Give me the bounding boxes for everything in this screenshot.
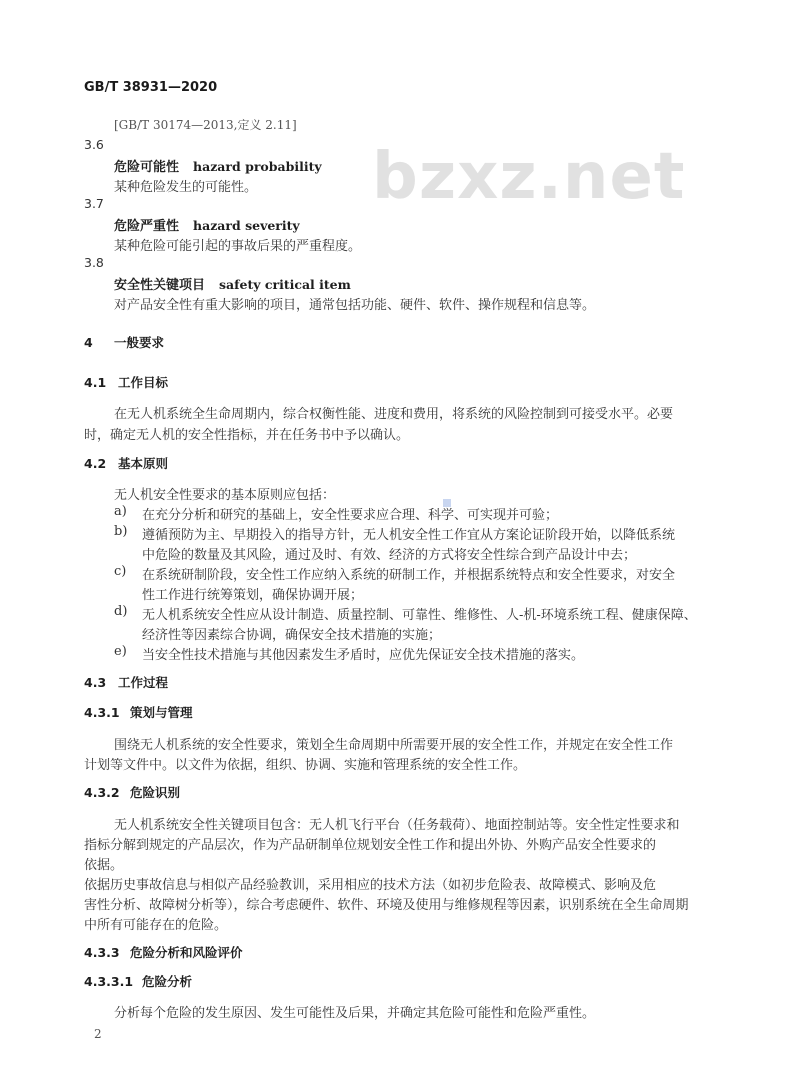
section-title: 策划与管理 xyxy=(130,705,193,720)
paragraph-line: 指标分解到规定的产品层次，作为产品研制单位规划安全性工作和提出外协、外购产品安全性要求的 xyxy=(84,838,657,853)
list-marker: b) xyxy=(114,524,128,539)
section-heading xyxy=(84,373,168,391)
list-item-line: 在系统研制阶段，安全性工作应纳入系统的研制工作，并根据系统特点和安全性要求，对安全 xyxy=(142,568,676,583)
term-number: 3.6 xyxy=(84,137,104,152)
paragraph-line: 计划等文件中。以文件为依据，组织、协调、实施和管理系统的安全性工作。 xyxy=(84,758,527,773)
term-definition: 某种危险发生的可能性。 xyxy=(114,180,258,195)
paragraph-line: 依据。 xyxy=(84,858,124,873)
paragraph-line: 无人机系统安全性关键项目包含：无人机飞行平台（任务载荷）、地面控制站等。安全性定性要求和 xyxy=(114,818,680,833)
list-item-line: 当安全性技术措施与其他因素发生矛盾时，应优先保证安全技术措施的落实。 xyxy=(142,648,585,663)
paragraph-line: 无人机安全性要求的基本原则应包括： xyxy=(114,488,336,503)
list-item-line: 性工作进行统筹策划，确保协调开展； xyxy=(142,588,364,603)
list-marker: a) xyxy=(114,504,127,519)
paragraph-line: 时，确定无人机的安全性指标，并在任务书中予以确认。 xyxy=(84,428,410,443)
section-number: 4.3.3 xyxy=(84,945,120,960)
section-heading xyxy=(84,703,193,721)
term-title xyxy=(114,215,300,234)
watermark-logo: bzxz.net xyxy=(372,140,686,214)
section-number: 4.3 xyxy=(84,675,107,690)
term-cn: 危险可能性 xyxy=(114,160,180,175)
list-marker: e) xyxy=(114,644,127,659)
term-en: hazard probability xyxy=(193,159,322,174)
section-title: 危险分析和风险评价 xyxy=(130,945,243,960)
paragraph-line: 中所有可能存在的危险。 xyxy=(84,918,228,933)
section-title: 工作过程 xyxy=(118,675,169,690)
section-heading xyxy=(84,972,192,990)
term-definition: 某种危险可能引起的事故后果的严重程度。 xyxy=(114,239,362,254)
section-number: 4 xyxy=(84,335,93,350)
list-marker: d) xyxy=(114,604,128,619)
section-number: 4.3.1 xyxy=(84,705,120,720)
section-title: 危险分析 xyxy=(142,974,193,989)
section-number: 4.2 xyxy=(84,456,107,471)
term-title xyxy=(114,156,322,175)
section-title: 危险识别 xyxy=(130,785,181,800)
paragraph-line: 依据历史事故信息与相似产品经验教训，采用相应的技术方法（如初步危险表、故障模式、影响及危 xyxy=(84,878,657,893)
reference-line: [GB/T 30174—2013,定义 2.11] xyxy=(114,118,297,132)
term-title xyxy=(114,274,351,293)
term-number: 3.7 xyxy=(84,196,104,211)
list-item-line: 遵循预防为主、早期投入的指导方针，无人机安全性工作宜从方案论证阶段开始，以降低系统 xyxy=(142,528,676,543)
term-cn: 安全性关键项目 xyxy=(114,278,206,293)
term-cn: 危险严重性 xyxy=(114,219,180,234)
section-heading xyxy=(84,943,243,961)
section-number: 4.1 xyxy=(84,375,107,390)
paragraph-line: 围绕无人机系统的安全性要求，策划全生命周期中所需要开展的安全性工作，并规定在安全性工作 xyxy=(114,738,674,753)
paragraph-line: 分析每个危险的发生原因、发生可能性及后果，并确定其危险可能性和危险严重性。 xyxy=(114,1006,596,1021)
list-item-line: 经济性等因素综合协调，确保安全技术措施的实施； xyxy=(142,628,442,643)
paragraph-line: 害性分析、故障树分析等），综合考虑硬件、软件、环境及使用与维修规程等因素，识别系统在全生命周期 xyxy=(84,898,689,913)
section-title: 基本原则 xyxy=(118,456,169,471)
section-number: 4.3.3.1 xyxy=(84,974,134,989)
list-item-line: 在充分分析和研究的基础上，安全性要求应合理、科学、可实现并可验； xyxy=(142,508,559,523)
list-marker: c) xyxy=(114,564,127,579)
term-definition: 对产品安全性有重大影响的项目，通常包括功能、硬件、软件、操作规程和信息等。 xyxy=(114,298,596,313)
section-title: 工作目标 xyxy=(118,375,169,390)
section-heading xyxy=(84,454,168,472)
section-heading xyxy=(84,783,180,801)
section-heading xyxy=(84,673,168,691)
paragraph-line: 在无人机系统全生命周期内，综合权衡性能、进度和费用，将系统的风险控制到可接受水平。必要 xyxy=(114,407,674,422)
section-number: 4.3.2 xyxy=(84,785,120,800)
standard-code: GB/T 38931—2020 xyxy=(84,80,218,95)
term-en: hazard severity xyxy=(193,218,300,233)
list-item-line: 无人机系统安全性应从设计制造、质量控制、可靠性、维修性、人-机-环境系统工程、健康保障、 xyxy=(142,608,697,623)
section-heading xyxy=(84,333,164,351)
term-number: 3.8 xyxy=(84,255,104,270)
section-title: 一般要求 xyxy=(114,335,165,350)
page-number: 2 xyxy=(94,1027,102,1041)
list-item-line: 中危险的数量及其风险，通过及时、有效、经济的方式将安全性综合到产品设计中去； xyxy=(142,548,637,563)
term-en: safety critical item xyxy=(219,277,351,292)
